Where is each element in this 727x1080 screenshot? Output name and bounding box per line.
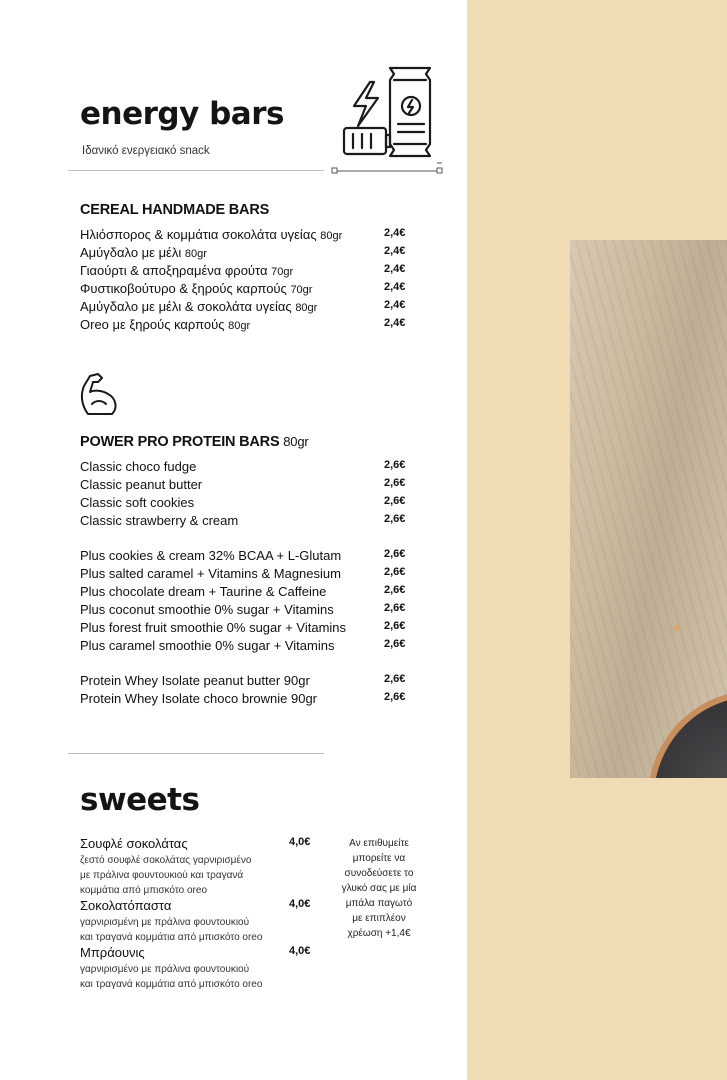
desc-line: με πράλινα φουντουκιού και τραγανά [80,870,244,881]
desc-line: ζεστό σουφλέ σοκολάτας γαρνιρισμένο [80,855,252,866]
note-line: μπορείτε να [352,853,406,864]
item-name: Protein Whey Isolate peanut butter 90gr [80,673,310,688]
menu-item [80,477,410,495]
item-price: 2,6€ [384,673,406,685]
note-line: συνοδεύσετε το [344,868,414,879]
sweet-item [80,945,320,992]
protein-heading-weight: 80gr [283,434,309,449]
desc-line: γαρνιρισμένη με πράλινα φουντουκιού [80,917,250,928]
item-price: 4,0€ [289,945,311,957]
menu-item [80,513,410,531]
item-name: Σουφλέ σοκολάτας [80,836,188,851]
item-price: 2,6€ [384,620,406,632]
menu-item [80,459,410,477]
item-name: Oreo με ξηρούς καρπούς [80,317,225,332]
item-weight: 80gr [228,320,251,332]
menu-item [80,566,410,584]
cereal-bars-heading: CEREAL HANDMADE BARS [80,202,270,218]
note-line: Αν επιθυμείτε [349,838,409,849]
menu-item [80,584,410,602]
item-description [80,962,320,992]
item-weight: 80gr [184,248,207,260]
item-name: Classic peanut butter [80,477,203,492]
item-name: Αμύγδαλο με μέλι & σοκολάτα υγείας [80,299,292,314]
energy-bars-title: energy bars [80,96,284,132]
item-price: 2,6€ [384,459,406,471]
energy-bar-battery-icon [338,60,438,160]
note-line: με επιπλέον [352,913,406,924]
item-name: Plus coconut smoothie 0% sugar + Vitamins [80,602,334,617]
item-description [80,915,320,945]
menu-item [80,281,410,299]
energy-bars-subtitle: Ιδανικό ενεργειακό snack [82,145,210,157]
protein-heading-text: POWER PRO PROTEIN BARS [80,434,280,450]
menu-item [80,245,410,263]
item-name: Ηλιόσπορος & κομμάτια σοκολάτα υγείας [80,227,317,242]
item-description [80,853,320,898]
menu-item [80,638,410,656]
item-price: 2,4€ [384,299,406,311]
menu-item [80,299,410,317]
item-name: Classic choco fudge [80,459,197,474]
item-price: 2,4€ [384,227,406,239]
menu-item [80,691,410,709]
ice-cream-note [338,836,420,941]
desc-line: και τραγανά κομμάτια από μπισκότο oreo [80,979,263,990]
item-price: 2,6€ [384,584,406,596]
item-price: 4,0€ [289,836,311,848]
item-name: Classic strawberry & cream [80,513,239,528]
item-price: 2,6€ [384,513,406,525]
item-price: 2,4€ [384,281,406,293]
item-price: 2,6€ [384,477,406,489]
item-name: Classic soft cookies [80,495,195,510]
flexed-arm-icon [78,370,122,418]
item-price: 2,6€ [384,602,406,614]
bowl-highlight [673,625,681,631]
desc-line: και τραγανά κομμάτια από μπισκότο oreo [80,932,263,943]
item-price: 4,0€ [289,898,311,910]
item-name: Plus chocolate dream + Taurine & Caffeine [80,584,327,599]
menu-item [80,620,410,638]
menu-item [80,263,410,281]
note-line: γλυκό σας με μία [341,883,417,894]
menu-item [80,317,410,335]
item-name: Αμύγδαλο με μέλι [80,245,182,260]
item-price: 2,6€ [384,566,406,578]
wood-grain [570,240,727,778]
desc-line: κομμάτια από μπισκότο oreo [80,885,208,896]
menu-item [80,602,410,620]
item-name: Γιαούρτι & αποξηραμένα φρούτα [80,263,268,278]
item-price: 2,4€ [384,317,406,329]
sweets-title: sweets [80,782,200,818]
item-name: Φυστικοβούτυρο & ξηρούς καρπούς [80,281,287,296]
item-weight: 70gr [290,284,313,296]
item-name: Μπράουνις [80,945,145,960]
energy-header-rule [68,170,324,171]
menu-item [80,495,410,513]
item-name: Plus forest fruit smoothie 0% sugar + Vitamins [80,620,347,635]
item-weight: 80gr [295,302,318,314]
item-name: Plus cookies & cream 32% BCAA + L-Glutam [80,548,342,563]
menu-item [80,673,410,691]
item-price: 2,6€ [384,691,406,703]
section-divider [68,753,324,754]
sweet-item [80,836,320,898]
sweet-item [80,898,320,945]
desc-line: γαρνιρισμένο με πράλινα φουντουκιού [80,964,250,975]
item-price: 2,6€ [384,548,406,560]
menu-item [80,227,410,245]
item-name: Σοκολατόπαστα [80,898,172,913]
note-line: χρέωση +1,4€ [347,928,411,939]
item-price: 2,4€ [384,245,406,257]
item-weight: 70gr [271,266,294,278]
item-name: Plus salted caramel + Vitamins & Magnesium [80,566,341,581]
item-name: Plus caramel smoothie 0% sugar + Vitamins [80,638,335,653]
divider-ornament [330,162,445,180]
bowl-photo [570,240,727,778]
item-price: 2,6€ [384,638,406,650]
item-price: 2,4€ [384,263,406,275]
item-name: Protein Whey Isolate choco brownie 90gr [80,691,318,706]
note-line: μπάλα παγωτό [345,898,413,909]
item-weight: 80gr [320,230,343,242]
item-price: 2,6€ [384,495,406,507]
menu-item [80,548,410,566]
protein-bars-heading [80,434,309,450]
